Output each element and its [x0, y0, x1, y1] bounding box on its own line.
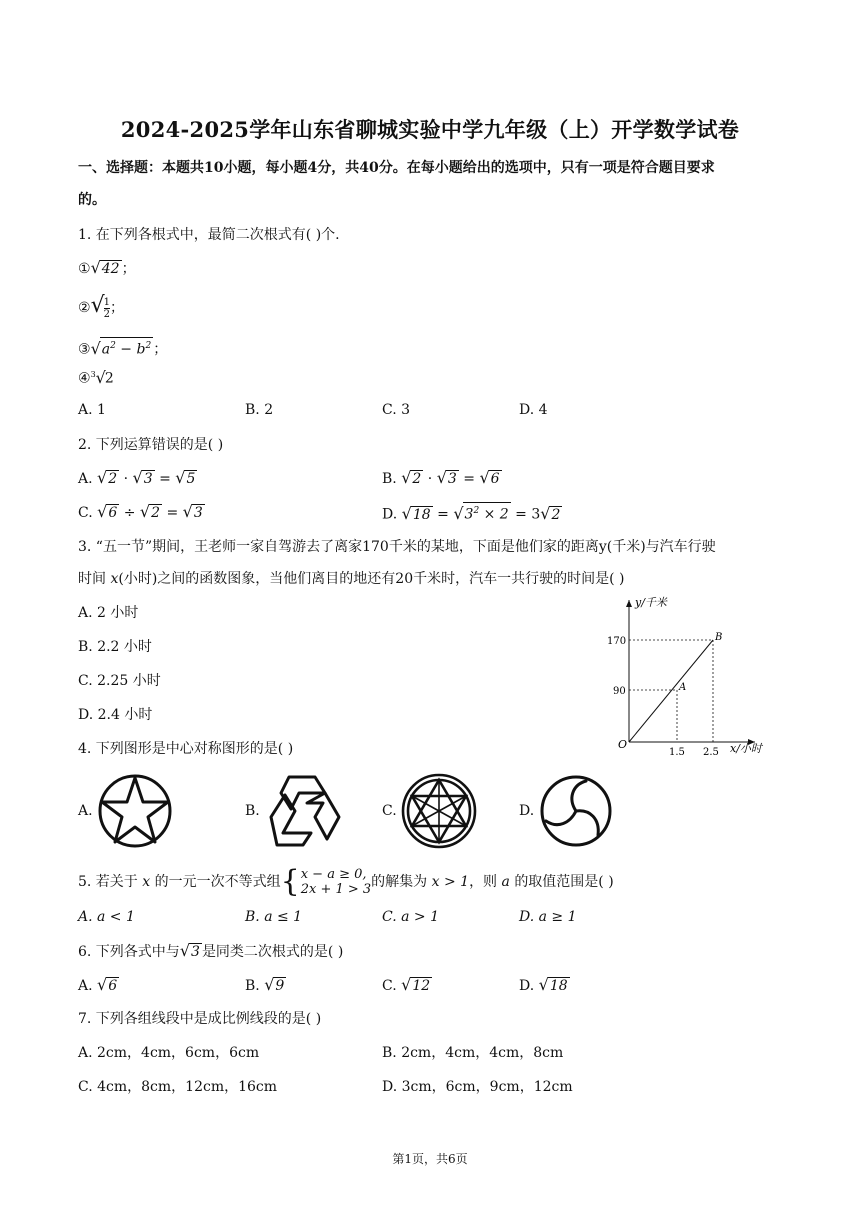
q6-option-d: D. √18	[519, 975, 568, 994]
graph-xtick-2-5: 2.5	[703, 747, 719, 758]
flower-in-circle-icon	[400, 772, 478, 850]
q2-option-c: C. √6 ÷ √2 = √3	[78, 502, 203, 521]
q6-option-a: A. √6	[78, 975, 118, 994]
q1-option-b: B. 2	[245, 402, 274, 418]
q3-option-b: B. 2.2 小时	[78, 639, 152, 655]
q1-option-c: C. 3	[382, 402, 411, 418]
q7-option-a: A. 2cm，4cm，6cm，6cm	[78, 1045, 260, 1061]
q3-stem-line2: 时间 x(小时)之间的函数图象，当他们离目的地还有20千米时，汽车一共行驶的时间是( )	[78, 571, 625, 587]
q4-option-b-label: B.	[245, 803, 260, 819]
graph-xlabel: x/小时	[730, 742, 762, 755]
q5-option-b: B. a ≤ 1	[245, 909, 303, 925]
q7-option-c: C. 4cm，8cm，12cm，16cm	[78, 1079, 278, 1095]
q1-item-2: ②√ $\frac{1}{2}$ ；	[78, 293, 124, 320]
q1-option-a: A. 1	[78, 402, 106, 418]
q5-stem: 5. 若关于 x 的一元一次不等式组 { x − a ≥ 0, 2x + 1 > 3 的解集为 x > 1，则 a 的取值范围是( )	[78, 864, 614, 899]
q3-option-d: D. 2.4 小时	[78, 707, 153, 723]
q7-stem: 7. 下列各组线段中是成比例线段的是( )	[78, 1011, 322, 1027]
graph-ylabel: y/千米	[635, 596, 667, 609]
q2-option-a: A. √2 · √3 = √5	[78, 468, 196, 487]
q7-option-d: D. 3cm，6cm，9cm，12cm	[382, 1079, 573, 1095]
q1-stem: 1. 在下列各根式中，最简二次根式有( )个.	[78, 227, 340, 243]
graph-point-a: A	[679, 682, 687, 693]
graph-line	[629, 640, 713, 742]
q3-function-graph	[605, 592, 775, 762]
q2-option-d: D. $√18 = √3^2 \times 2 = 3√2$	[382, 503, 561, 523]
q3-option-c: C. 2.25 小时	[78, 673, 161, 689]
q4-stem: 4. 下列图形是中心对称图形的是( )	[78, 741, 294, 757]
star-in-circle-icon	[95, 773, 175, 849]
graph-point-b: B	[715, 632, 723, 643]
graph-origin: O	[618, 738, 628, 751]
section1-instruction-line2: 的。	[78, 192, 106, 208]
page-footer: 第1页，共6页	[392, 1152, 468, 1166]
q3-option-a: A. 2 小时	[78, 605, 139, 621]
q1-item-3: $③√a^2 - b^2$ ；	[78, 338, 168, 358]
q6-option-b: B. √9	[245, 975, 285, 994]
q6-stem: 6. 下列各式中与√3 是同类二次根式的是( )	[78, 941, 344, 960]
graph-ytick-90: 90	[613, 686, 626, 697]
triple-swirl-circle-icon	[538, 773, 614, 849]
q5-option-c: C. a > 1	[382, 909, 439, 925]
q1-item-4: ④$^3$√2	[78, 367, 114, 387]
q2-option-b: B. √2 · √3 = √6	[382, 468, 500, 487]
y-axis-arrow-icon	[626, 600, 632, 607]
q2-stem: 2. 下列运算错误的是( )	[78, 437, 224, 453]
q7-option-b: B. 2cm，4cm，4cm，8cm	[382, 1045, 564, 1061]
q5-option-d: D. a ≥ 1	[519, 909, 577, 925]
exam-title: 2024-2025学年山东省聊城实验中学九年级（上）开学数学试卷	[120, 117, 740, 142]
q4-option-a-label: A.	[78, 803, 93, 819]
impossible-triangle-icon	[263, 773, 343, 849]
q1-option-d: D. 4	[519, 402, 548, 418]
graph-ytick-170: 170	[607, 636, 627, 647]
q1-item-1: ①√42 ；	[78, 258, 136, 277]
q6-option-c: C. √12	[382, 975, 431, 994]
q4-option-c-label: C.	[382, 803, 397, 819]
q3-stem-line1: 3. “五一节”期间，王老师一家自驾游去了离家170千米的某地，下面是他们家的距离y(千米)与汽车行驶	[78, 539, 716, 555]
q4-option-d-label: D.	[519, 803, 535, 819]
graph-xtick-1-5: 1.5	[669, 747, 685, 758]
section1-instruction-line1: 一、选择题：本题共10小题，每小题4分，共40分。在每小题给出的选项中，只有一项是符合题目要求	[78, 160, 715, 176]
q5-option-a: A. a < 1	[78, 909, 135, 925]
